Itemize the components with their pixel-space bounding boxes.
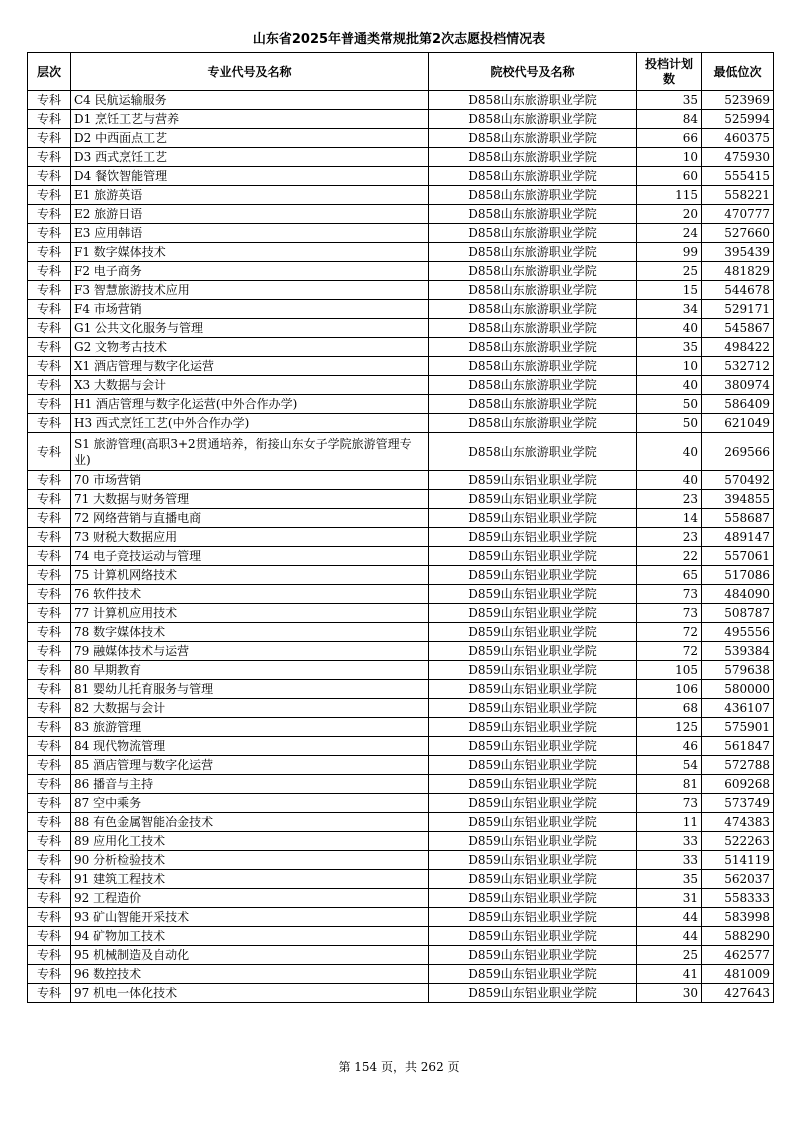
cell-major: F4 市场营销 bbox=[71, 300, 429, 319]
table-row bbox=[28, 680, 774, 699]
cell-level: 专科 bbox=[28, 832, 71, 851]
cell-rank: 580000 bbox=[702, 680, 774, 699]
cell-plan: 50 bbox=[637, 395, 702, 414]
cell-level: 专科 bbox=[28, 756, 71, 775]
cell-school: D859山东铝业职业学院 bbox=[429, 756, 637, 775]
cell-rank: 561847 bbox=[702, 737, 774, 756]
cell-major: 83 旅游管理 bbox=[71, 718, 429, 737]
cell-major: 72 网络营销与直播电商 bbox=[71, 509, 429, 528]
cell-plan: 72 bbox=[637, 642, 702, 661]
cell-plan: 73 bbox=[637, 604, 702, 623]
cell-level: 专科 bbox=[28, 794, 71, 813]
cell-major: 88 有色金属智能冶金技术 bbox=[71, 813, 429, 832]
cell-rank: 539384 bbox=[702, 642, 774, 661]
cell-school: D859山东铝业职业学院 bbox=[429, 870, 637, 889]
table-row bbox=[28, 129, 774, 148]
table-row bbox=[28, 91, 774, 110]
table-row bbox=[28, 395, 774, 414]
cell-level: 专科 bbox=[28, 661, 71, 680]
cell-rank: 572788 bbox=[702, 756, 774, 775]
cell-plan: 25 bbox=[637, 946, 702, 965]
cell-plan: 115 bbox=[637, 186, 702, 205]
cell-school: D858山东旅游职业学院 bbox=[429, 91, 637, 110]
cell-major: E3 应用韩语 bbox=[71, 224, 429, 243]
cell-plan: 10 bbox=[637, 148, 702, 167]
table-row bbox=[28, 851, 774, 870]
cell-level: 专科 bbox=[28, 870, 71, 889]
cell-school: D858山东旅游职业学院 bbox=[429, 433, 637, 471]
cell-rank: 621049 bbox=[702, 414, 774, 433]
cell-plan: 50 bbox=[637, 414, 702, 433]
cell-level: 专科 bbox=[28, 357, 71, 376]
header-major: 专业代号及名称 bbox=[71, 53, 429, 91]
cell-rank: 269566 bbox=[702, 433, 774, 471]
cell-plan: 20 bbox=[637, 205, 702, 224]
cell-school: D858山东旅游职业学院 bbox=[429, 110, 637, 129]
cell-level: 专科 bbox=[28, 148, 71, 167]
cell-rank: 495556 bbox=[702, 623, 774, 642]
cell-level: 专科 bbox=[28, 851, 71, 870]
cell-school: D858山东旅游职业学院 bbox=[429, 395, 637, 414]
cell-plan: 11 bbox=[637, 813, 702, 832]
cell-level: 专科 bbox=[28, 623, 71, 642]
cell-school: D859山东铝业职业学院 bbox=[429, 908, 637, 927]
cell-rank: 579638 bbox=[702, 661, 774, 680]
table-row bbox=[28, 642, 774, 661]
cell-school: D859山东铝业职业学院 bbox=[429, 528, 637, 547]
cell-major: 94 矿物加工技术 bbox=[71, 927, 429, 946]
cell-rank: 570492 bbox=[702, 471, 774, 490]
cell-rank: 557061 bbox=[702, 547, 774, 566]
cell-rank: 474383 bbox=[702, 813, 774, 832]
cell-level: 专科 bbox=[28, 129, 71, 148]
cell-level: 专科 bbox=[28, 604, 71, 623]
cell-rank: 575901 bbox=[702, 718, 774, 737]
cell-plan: 125 bbox=[637, 718, 702, 737]
cell-rank: 462577 bbox=[702, 946, 774, 965]
cell-major: 90 分析检验技术 bbox=[71, 851, 429, 870]
table-row bbox=[28, 661, 774, 680]
cell-rank: 484090 bbox=[702, 585, 774, 604]
table-row bbox=[28, 832, 774, 851]
cell-school: D859山东铝业职业学院 bbox=[429, 984, 637, 1003]
table-body bbox=[28, 91, 774, 1003]
cell-rank: 380974 bbox=[702, 376, 774, 395]
cell-level: 专科 bbox=[28, 110, 71, 129]
table-row bbox=[28, 794, 774, 813]
cell-major: D2 中西面点工艺 bbox=[71, 129, 429, 148]
cell-level: 专科 bbox=[28, 813, 71, 832]
table-row bbox=[28, 813, 774, 832]
table-row bbox=[28, 243, 774, 262]
table-row bbox=[28, 281, 774, 300]
cell-rank: 475930 bbox=[702, 148, 774, 167]
cell-major: G2 文物考古技术 bbox=[71, 338, 429, 357]
cell-major: 77 计算机应用技术 bbox=[71, 604, 429, 623]
cell-school: D858山东旅游职业学院 bbox=[429, 243, 637, 262]
cell-level: 专科 bbox=[28, 186, 71, 205]
cell-plan: 60 bbox=[637, 167, 702, 186]
cell-major: D1 烹饪工艺与营养 bbox=[71, 110, 429, 129]
table-row bbox=[28, 490, 774, 509]
cell-level: 专科 bbox=[28, 243, 71, 262]
cell-major: 86 播音与主持 bbox=[71, 775, 429, 794]
table-row bbox=[28, 148, 774, 167]
cell-school: D859山东铝业职业学院 bbox=[429, 490, 637, 509]
table-row bbox=[28, 186, 774, 205]
cell-major: E1 旅游英语 bbox=[71, 186, 429, 205]
table-row bbox=[28, 509, 774, 528]
cell-plan: 40 bbox=[637, 471, 702, 490]
cell-school: D859山东铝业职业学院 bbox=[429, 547, 637, 566]
table-row bbox=[28, 623, 774, 642]
table-row bbox=[28, 870, 774, 889]
cell-plan: 41 bbox=[637, 965, 702, 984]
table-row bbox=[28, 756, 774, 775]
cell-rank: 523969 bbox=[702, 91, 774, 110]
cell-rank: 532712 bbox=[702, 357, 774, 376]
cell-school: D859山东铝业职业学院 bbox=[429, 509, 637, 528]
admission-table bbox=[27, 52, 774, 1003]
cell-major: H3 西式烹饪工艺(中外合作办学) bbox=[71, 414, 429, 433]
cell-plan: 24 bbox=[637, 224, 702, 243]
cell-rank: 460375 bbox=[702, 129, 774, 148]
cell-rank: 583998 bbox=[702, 908, 774, 927]
cell-plan: 35 bbox=[637, 870, 702, 889]
cell-plan: 35 bbox=[637, 338, 702, 357]
cell-plan: 30 bbox=[637, 984, 702, 1003]
cell-major: 96 数控技术 bbox=[71, 965, 429, 984]
cell-rank: 395439 bbox=[702, 243, 774, 262]
table-row bbox=[28, 357, 774, 376]
cell-major: H1 酒店管理与数字化运营(中外合作办学) bbox=[71, 395, 429, 414]
cell-rank: 544678 bbox=[702, 281, 774, 300]
cell-school: D859山东铝业职业学院 bbox=[429, 585, 637, 604]
table-row bbox=[28, 927, 774, 946]
cell-major: C4 民航运输服务 bbox=[71, 91, 429, 110]
cell-level: 专科 bbox=[28, 281, 71, 300]
cell-major: 75 计算机网络技术 bbox=[71, 566, 429, 585]
cell-school: D859山东铝业职业学院 bbox=[429, 965, 637, 984]
cell-level: 专科 bbox=[28, 889, 71, 908]
cell-school: D859山东铝业职业学院 bbox=[429, 642, 637, 661]
cell-major: D4 餐饮智能管理 bbox=[71, 167, 429, 186]
cell-major: X3 大数据与会计 bbox=[71, 376, 429, 395]
cell-rank: 436107 bbox=[702, 699, 774, 718]
cell-rank: 609268 bbox=[702, 775, 774, 794]
cell-level: 专科 bbox=[28, 205, 71, 224]
cell-level: 专科 bbox=[28, 167, 71, 186]
table-row bbox=[28, 946, 774, 965]
cell-plan: 40 bbox=[637, 376, 702, 395]
table-row bbox=[28, 718, 774, 737]
cell-plan: 54 bbox=[637, 756, 702, 775]
table-row bbox=[28, 224, 774, 243]
cell-rank: 489147 bbox=[702, 528, 774, 547]
cell-school: D859山东铝业职业学院 bbox=[429, 851, 637, 870]
cell-level: 专科 bbox=[28, 699, 71, 718]
cell-rank: 558221 bbox=[702, 186, 774, 205]
cell-school: D859山东铝业职业学院 bbox=[429, 927, 637, 946]
table-row bbox=[28, 414, 774, 433]
table-row bbox=[28, 262, 774, 281]
cell-plan: 73 bbox=[637, 585, 702, 604]
cell-plan: 73 bbox=[637, 794, 702, 813]
cell-level: 专科 bbox=[28, 718, 71, 737]
cell-plan: 34 bbox=[637, 300, 702, 319]
cell-level: 专科 bbox=[28, 338, 71, 357]
cell-major: X1 酒店管理与数字化运营 bbox=[71, 357, 429, 376]
cell-school: D859山东铝业职业学院 bbox=[429, 623, 637, 642]
cell-school: D859山东铝业职业学院 bbox=[429, 699, 637, 718]
page-footer: 第 154 页，共 262 页 bbox=[338, 1060, 460, 1074]
cell-major: 71 大数据与财务管理 bbox=[71, 490, 429, 509]
cell-level: 专科 bbox=[28, 414, 71, 433]
cell-major: 70 市场营销 bbox=[71, 471, 429, 490]
cell-level: 专科 bbox=[28, 395, 71, 414]
cell-school: D858山东旅游职业学院 bbox=[429, 262, 637, 281]
cell-school: D858山东旅游职业学院 bbox=[429, 300, 637, 319]
cell-major: 73 财税大数据应用 bbox=[71, 528, 429, 547]
cell-level: 专科 bbox=[28, 528, 71, 547]
cell-rank: 555415 bbox=[702, 167, 774, 186]
cell-major: 93 矿山智能开采技术 bbox=[71, 908, 429, 927]
cell-plan: 22 bbox=[637, 547, 702, 566]
cell-level: 专科 bbox=[28, 91, 71, 110]
cell-school: D858山东旅游职业学院 bbox=[429, 376, 637, 395]
table-row bbox=[28, 338, 774, 357]
cell-school: D858山东旅游职业学院 bbox=[429, 205, 637, 224]
table-row bbox=[28, 471, 774, 490]
cell-plan: 15 bbox=[637, 281, 702, 300]
cell-plan: 66 bbox=[637, 129, 702, 148]
table-row bbox=[28, 604, 774, 623]
cell-major: S1 旅游管理(高职3+2贯通培养，衔接山东女子学院旅游管理专业) bbox=[71, 433, 429, 471]
cell-major: 84 现代物流管理 bbox=[71, 737, 429, 756]
cell-school: D859山东铝业职业学院 bbox=[429, 946, 637, 965]
table-row bbox=[28, 965, 774, 984]
cell-school: D859山东铝业职业学院 bbox=[429, 604, 637, 623]
cell-level: 专科 bbox=[28, 490, 71, 509]
cell-rank: 470777 bbox=[702, 205, 774, 224]
cell-level: 专科 bbox=[28, 262, 71, 281]
cell-level: 专科 bbox=[28, 300, 71, 319]
cell-major: F3 智慧旅游技术应用 bbox=[71, 281, 429, 300]
table-row bbox=[28, 110, 774, 129]
cell-major: 81 婴幼儿托育服务与管理 bbox=[71, 680, 429, 699]
cell-level: 专科 bbox=[28, 946, 71, 965]
cell-level: 专科 bbox=[28, 509, 71, 528]
table-row bbox=[28, 528, 774, 547]
cell-school: D858山东旅游职业学院 bbox=[429, 414, 637, 433]
cell-school: D859山东铝业职业学院 bbox=[429, 889, 637, 908]
cell-plan: 105 bbox=[637, 661, 702, 680]
cell-plan: 72 bbox=[637, 623, 702, 642]
cell-plan: 35 bbox=[637, 91, 702, 110]
cell-plan: 23 bbox=[637, 490, 702, 509]
table-row bbox=[28, 908, 774, 927]
cell-plan: 46 bbox=[637, 737, 702, 756]
cell-level: 专科 bbox=[28, 984, 71, 1003]
cell-school: D859山东铝业职业学院 bbox=[429, 718, 637, 737]
cell-major: 78 数字媒体技术 bbox=[71, 623, 429, 642]
cell-plan: 31 bbox=[637, 889, 702, 908]
page-title: 山东省2025年普通类常规批第2次志愿投档情况表 bbox=[252, 32, 546, 47]
cell-rank: 573749 bbox=[702, 794, 774, 813]
table-row bbox=[28, 775, 774, 794]
cell-rank: 525994 bbox=[702, 110, 774, 129]
cell-level: 专科 bbox=[28, 737, 71, 756]
cell-major: 85 酒店管理与数字化运营 bbox=[71, 756, 429, 775]
cell-major: 89 应用化工技术 bbox=[71, 832, 429, 851]
cell-plan: 81 bbox=[637, 775, 702, 794]
cell-level: 专科 bbox=[28, 680, 71, 699]
cell-plan: 99 bbox=[637, 243, 702, 262]
cell-major: 92 工程造价 bbox=[71, 889, 429, 908]
cell-level: 专科 bbox=[28, 319, 71, 338]
cell-level: 专科 bbox=[28, 376, 71, 395]
cell-rank: 481829 bbox=[702, 262, 774, 281]
cell-level: 专科 bbox=[28, 471, 71, 490]
cell-level: 专科 bbox=[28, 965, 71, 984]
cell-major: D3 西式烹饪工艺 bbox=[71, 148, 429, 167]
cell-major: 87 空中乘务 bbox=[71, 794, 429, 813]
table-row bbox=[28, 699, 774, 718]
cell-rank: 529171 bbox=[702, 300, 774, 319]
cell-rank: 545867 bbox=[702, 319, 774, 338]
cell-plan: 68 bbox=[637, 699, 702, 718]
cell-rank: 562037 bbox=[702, 870, 774, 889]
table-row bbox=[28, 300, 774, 319]
cell-school: D859山东铝业职业学院 bbox=[429, 661, 637, 680]
table-row bbox=[28, 167, 774, 186]
cell-school: D859山东铝业职业学院 bbox=[429, 737, 637, 756]
cell-plan: 14 bbox=[637, 509, 702, 528]
cell-plan: 40 bbox=[637, 433, 702, 471]
cell-school: D859山东铝业职业学院 bbox=[429, 832, 637, 851]
cell-school: D858山东旅游职业学院 bbox=[429, 129, 637, 148]
cell-level: 专科 bbox=[28, 927, 71, 946]
cell-major: 74 电子竞技运动与管理 bbox=[71, 547, 429, 566]
cell-plan: 10 bbox=[637, 357, 702, 376]
cell-level: 专科 bbox=[28, 585, 71, 604]
cell-major: E2 旅游日语 bbox=[71, 205, 429, 224]
cell-major: 79 融媒体技术与运营 bbox=[71, 642, 429, 661]
header-level: 层次 bbox=[28, 53, 71, 91]
cell-rank: 508787 bbox=[702, 604, 774, 623]
cell-plan: 33 bbox=[637, 851, 702, 870]
cell-school: D858山东旅游职业学院 bbox=[429, 357, 637, 376]
cell-school: D859山东铝业职业学院 bbox=[429, 471, 637, 490]
cell-rank: 481009 bbox=[702, 965, 774, 984]
table-row bbox=[28, 205, 774, 224]
cell-level: 专科 bbox=[28, 224, 71, 243]
cell-plan: 106 bbox=[637, 680, 702, 699]
cell-major: 91 建筑工程技术 bbox=[71, 870, 429, 889]
cell-rank: 498422 bbox=[702, 338, 774, 357]
cell-plan: 44 bbox=[637, 908, 702, 927]
table-row bbox=[28, 737, 774, 756]
cell-rank: 558687 bbox=[702, 509, 774, 528]
cell-rank: 527660 bbox=[702, 224, 774, 243]
cell-school: D858山东旅游职业学院 bbox=[429, 167, 637, 186]
cell-major: 97 机电一体化技术 bbox=[71, 984, 429, 1003]
cell-level: 专科 bbox=[28, 642, 71, 661]
cell-rank: 514119 bbox=[702, 851, 774, 870]
cell-level: 专科 bbox=[28, 547, 71, 566]
cell-major: F1 数字媒体技术 bbox=[71, 243, 429, 262]
cell-school: D858山东旅游职业学院 bbox=[429, 148, 637, 167]
cell-plan: 84 bbox=[637, 110, 702, 129]
cell-major: 95 机械制造及自动化 bbox=[71, 946, 429, 965]
cell-rank: 427643 bbox=[702, 984, 774, 1003]
cell-school: D858山东旅游职业学院 bbox=[429, 281, 637, 300]
cell-rank: 588290 bbox=[702, 927, 774, 946]
cell-major: 76 软件技术 bbox=[71, 585, 429, 604]
cell-rank: 586409 bbox=[702, 395, 774, 414]
table-row bbox=[28, 547, 774, 566]
table-row bbox=[28, 319, 774, 338]
cell-major: 82 大数据与会计 bbox=[71, 699, 429, 718]
cell-school: D858山东旅游职业学院 bbox=[429, 224, 637, 243]
cell-school: D859山东铝业职业学院 bbox=[429, 813, 637, 832]
cell-school: D859山东铝业职业学院 bbox=[429, 680, 637, 699]
cell-level: 专科 bbox=[28, 566, 71, 585]
cell-school: D858山东旅游职业学院 bbox=[429, 186, 637, 205]
cell-major: 80 早期教育 bbox=[71, 661, 429, 680]
cell-rank: 522263 bbox=[702, 832, 774, 851]
table-header-row bbox=[28, 53, 774, 91]
cell-school: D859山东铝业职业学院 bbox=[429, 566, 637, 585]
cell-level: 专科 bbox=[28, 775, 71, 794]
cell-school: D859山东铝业职业学院 bbox=[429, 775, 637, 794]
table-row bbox=[28, 984, 774, 1003]
table-row bbox=[28, 585, 774, 604]
cell-school: D859山东铝业职业学院 bbox=[429, 794, 637, 813]
cell-school: D858山东旅游职业学院 bbox=[429, 338, 637, 357]
cell-plan: 65 bbox=[637, 566, 702, 585]
cell-rank: 394855 bbox=[702, 490, 774, 509]
cell-rank: 517086 bbox=[702, 566, 774, 585]
table-row bbox=[28, 376, 774, 395]
table-row bbox=[28, 433, 774, 471]
header-rank: 最低位次 bbox=[702, 53, 774, 91]
cell-plan: 40 bbox=[637, 319, 702, 338]
cell-plan: 33 bbox=[637, 832, 702, 851]
cell-level: 专科 bbox=[28, 433, 71, 471]
cell-major: G1 公共文化服务与管理 bbox=[71, 319, 429, 338]
cell-level: 专科 bbox=[28, 908, 71, 927]
table-row bbox=[28, 566, 774, 585]
header-school: 院校代号及名称 bbox=[429, 53, 637, 91]
cell-plan: 23 bbox=[637, 528, 702, 547]
cell-school: D858山东旅游职业学院 bbox=[429, 319, 637, 338]
table-row bbox=[28, 889, 774, 908]
cell-rank: 558333 bbox=[702, 889, 774, 908]
cell-major: F2 电子商务 bbox=[71, 262, 429, 281]
cell-plan: 44 bbox=[637, 927, 702, 946]
cell-plan: 25 bbox=[637, 262, 702, 281]
header-plan: 投档计划数 bbox=[637, 53, 702, 91]
